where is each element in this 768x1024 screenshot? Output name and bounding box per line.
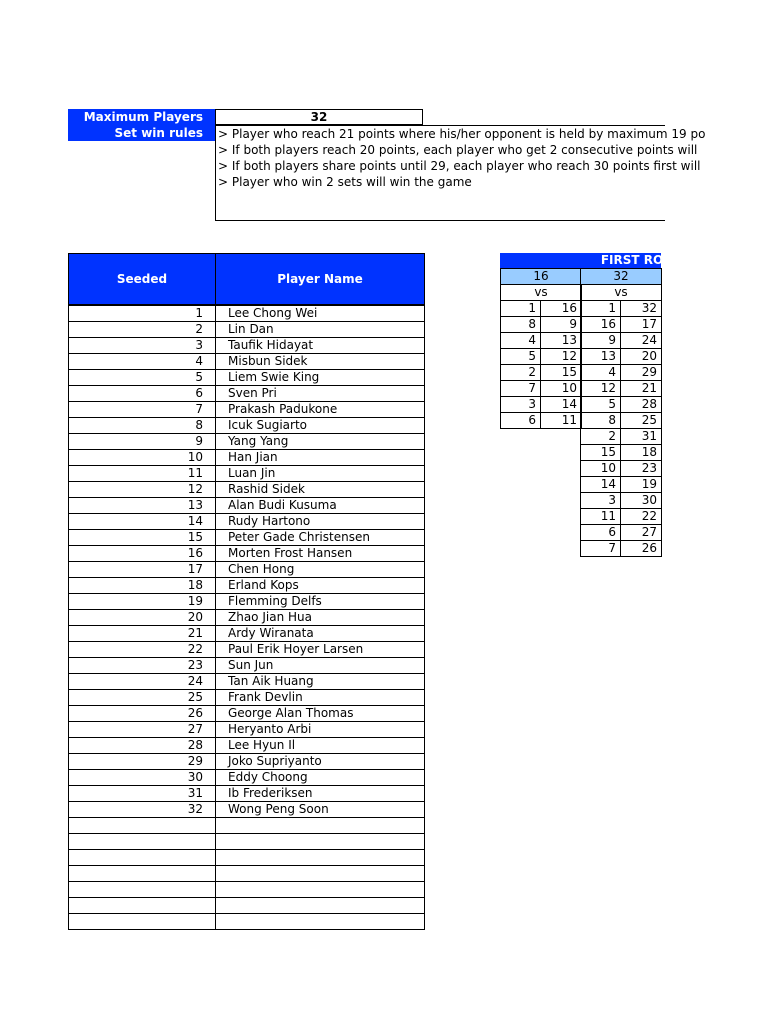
player-name-cell[interactable]: Luan Jin: [216, 466, 425, 482]
seed-cell[interactable]: 7: [69, 402, 216, 418]
table-row: [69, 450, 425, 466]
table-row: [69, 610, 425, 626]
bracket-match-row: [581, 381, 662, 397]
table-row: [69, 434, 425, 450]
bracket-match-row: [581, 301, 662, 317]
table-row: [69, 866, 425, 882]
bracket-match-row: [581, 525, 662, 541]
seed-cell[interactable]: 26: [69, 706, 216, 722]
bracket-match-row: [581, 509, 662, 525]
table-row: [69, 338, 425, 354]
player-name-header: Player Name: [216, 254, 425, 306]
bracket-match-row: [581, 445, 662, 461]
seed-cell[interactable]: 3: [69, 338, 216, 354]
seed-cell[interactable]: 14: [69, 514, 216, 530]
player-name-cell[interactable]: Morten Frost Hansen: [216, 546, 425, 562]
bracket-seed-left[interactable]: 9: [581, 333, 621, 349]
bracket-match-row: [501, 301, 582, 317]
bracket-seed-left[interactable]: 1: [581, 301, 621, 317]
bracket-seed-right[interactable]: 10: [541, 381, 582, 397]
bracket-match-row: [581, 413, 662, 429]
bracket-seed-right[interactable]: 32: [621, 301, 662, 317]
seed-cell[interactable]: 20: [69, 610, 216, 626]
bracket-32: [580, 268, 662, 557]
player-name-cell[interactable]: Lee Chong Wei: [216, 305, 425, 322]
table-row: [69, 626, 425, 642]
player-name-cell[interactable]: Yang Yang: [216, 434, 425, 450]
table-row: [69, 354, 425, 370]
vs-label: vs: [581, 285, 662, 301]
seed-cell[interactable]: 24: [69, 674, 216, 690]
seed-table-body: [69, 305, 425, 930]
bracket-seed-left[interactable]: 4: [581, 365, 621, 381]
bracket-seed-left[interactable]: 4: [501, 333, 541, 349]
seed-cell[interactable]: 32: [69, 802, 216, 818]
bracket-seed-left[interactable]: 3: [581, 493, 621, 509]
table-row: [69, 850, 425, 866]
seed-cell[interactable]: 13: [69, 498, 216, 514]
win-rules-box[interactable]: [215, 125, 706, 221]
bracket-seed-left[interactable]: 13: [581, 349, 621, 365]
bracket-seed-right[interactable]: 30: [621, 493, 662, 509]
seed-cell[interactable]: 1: [69, 305, 216, 322]
vs-label: vs: [501, 285, 582, 301]
player-name-cell[interactable]: Han Jian: [216, 450, 425, 466]
player-name-cell[interactable]: Sun Jun: [216, 658, 425, 674]
bracket-match-row: [501, 349, 582, 365]
bracket-seed-right[interactable]: 9: [541, 317, 582, 333]
table-row: [69, 530, 425, 546]
bracket-match-row: [581, 317, 662, 333]
seed-cell[interactable]: 27: [69, 722, 216, 738]
player-name-cell[interactable]: Zhao Jian Hua: [216, 610, 425, 626]
table-row: [69, 770, 425, 786]
bracket-match-row: [581, 477, 662, 493]
rule-line-3: > If both players share points until 29, each player who reach 30 points first will: [218, 159, 701, 173]
bracket-seed-left[interactable]: 15: [581, 445, 621, 461]
table-row: [69, 754, 425, 770]
bracket-match-row: [581, 333, 662, 349]
player-name-cell[interactable]: Ib Frederiksen: [216, 786, 425, 802]
seed-cell[interactable]: 15: [69, 530, 216, 546]
seed-cell[interactable]: 12: [69, 482, 216, 498]
bracket-seed-left[interactable]: 5: [501, 349, 541, 365]
bracket-match-row: [501, 381, 582, 397]
first-round-title-text: FIRST ROUN: [600, 253, 683, 267]
bracket-seed-right[interactable]: 21: [621, 381, 662, 397]
seed-cell[interactable]: [69, 882, 216, 898]
bracket-seed-right[interactable]: 27: [621, 525, 662, 541]
seed-cell[interactable]: 23: [69, 658, 216, 674]
table-row: [69, 706, 425, 722]
bracket-16: [500, 268, 582, 429]
bracket-seed-right[interactable]: 19: [621, 477, 662, 493]
first-round-title: [500, 253, 683, 268]
seed-cell[interactable]: [69, 866, 216, 882]
table-row: [69, 738, 425, 754]
player-name-cell[interactable]: Chen Hong: [216, 562, 425, 578]
player-name-cell[interactable]: Taufik Hidayat: [216, 338, 425, 354]
table-row: [69, 658, 425, 674]
seed-cell[interactable]: [69, 914, 216, 930]
table-row: [69, 466, 425, 482]
player-name-cell[interactable]: Frank Devlin: [216, 690, 425, 706]
seed-cell[interactable]: 11: [69, 466, 216, 482]
table-row: [69, 305, 425, 322]
table-row: [69, 690, 425, 706]
bracket-match-row: [501, 333, 582, 349]
max-players-label: Maximum Players: [68, 109, 215, 125]
bracket-seed-right[interactable]: 25: [621, 413, 662, 429]
bracket-seed-right[interactable]: 17: [621, 317, 662, 333]
seed-cell[interactable]: 29: [69, 754, 216, 770]
bracket-seed-right[interactable]: 24: [621, 333, 662, 349]
player-name-cell[interactable]: Liem Swie King: [216, 370, 425, 386]
player-name-cell[interactable]: [216, 834, 425, 850]
seed-cell[interactable]: [69, 898, 216, 914]
table-row: [69, 786, 425, 802]
table-row: [69, 370, 425, 386]
seed-cell[interactable]: 9: [69, 434, 216, 450]
bracket-seed-left[interactable]: 1: [501, 301, 541, 317]
bracket-seed-right[interactable]: 15: [541, 365, 582, 381]
seed-cell[interactable]: 19: [69, 594, 216, 610]
table-row: [69, 386, 425, 402]
bracket-seed-right[interactable]: 28: [621, 397, 662, 413]
table-row: [69, 802, 425, 818]
bracket-seed-left[interactable]: 14: [581, 477, 621, 493]
bracket-match-row: [581, 461, 662, 477]
table-row: [69, 722, 425, 738]
table-row: [69, 418, 425, 434]
bracket-seed-left[interactable]: 6: [501, 413, 541, 429]
player-name-cell[interactable]: [216, 882, 425, 898]
bracket-match-row: [581, 349, 662, 365]
player-name-cell[interactable]: Eddy Choong: [216, 770, 425, 786]
table-row: [69, 674, 425, 690]
player-name-cell[interactable]: Rashid Sidek: [216, 482, 425, 498]
bracket-seed-right[interactable]: 18: [621, 445, 662, 461]
player-name-cell[interactable]: [216, 898, 425, 914]
table-row: [69, 594, 425, 610]
player-name-cell[interactable]: [216, 866, 425, 882]
win-rules-label: Set win rules: [68, 125, 215, 141]
table-row: [69, 482, 425, 498]
player-name-cell[interactable]: [216, 914, 425, 930]
player-name-cell[interactable]: [216, 850, 425, 866]
table-row: [69, 498, 425, 514]
seed-cell[interactable]: 10: [69, 450, 216, 466]
player-name-cell[interactable]: Erland Kops: [216, 578, 425, 594]
seed-cell[interactable]: 18: [69, 578, 216, 594]
bracket-seed-right[interactable]: 29: [621, 365, 662, 381]
player-name-cell[interactable]: [216, 818, 425, 834]
bracket-seed-right[interactable]: 16: [541, 301, 582, 317]
bracket-seed-right[interactable]: 13: [541, 333, 582, 349]
draw-size-16: 16: [501, 269, 582, 285]
bracket-seed-left[interactable]: 6: [581, 525, 621, 541]
player-name-cell[interactable]: Sven Pri: [216, 386, 425, 402]
bracket-seed-left[interactable]: 2: [501, 365, 541, 381]
bracket-seed-left[interactable]: 2: [581, 429, 621, 445]
bracket-seed-left[interactable]: 7: [581, 541, 621, 557]
bracket-seed-right[interactable]: 14: [541, 397, 582, 413]
table-row: [69, 818, 425, 834]
player-name-cell[interactable]: Lee Hyun Il: [216, 738, 425, 754]
bracket-match-row: [581, 365, 662, 381]
table-row: [69, 834, 425, 850]
bracket-seed-right[interactable]: 11: [541, 413, 582, 429]
bracket-match-row: [581, 493, 662, 509]
bracket-seed-right[interactable]: 26: [621, 541, 662, 557]
bracket-seed-right[interactable]: 20: [621, 349, 662, 365]
bracket-match-row: [581, 541, 662, 557]
player-name-cell[interactable]: Lin Dan: [216, 322, 425, 338]
rule-line-1: > Player who reach 21 points where his/her opponent is held by maximum 19 po: [218, 127, 706, 141]
seed-cell[interactable]: 17: [69, 562, 216, 578]
draw-size-32: 32: [581, 269, 662, 285]
bracket-match-row: [501, 365, 582, 381]
bracket-seed-right[interactable]: 12: [541, 349, 582, 365]
bracket-match-row: [581, 397, 662, 413]
seed-cell[interactable]: 16: [69, 546, 216, 562]
bracket-seed-right[interactable]: 31: [621, 429, 662, 445]
seed-cell[interactable]: 4: [69, 354, 216, 370]
bracket-seed-left[interactable]: 11: [581, 509, 621, 525]
table-row: [69, 898, 425, 914]
player-name-cell[interactable]: Icuk Sugiarto: [216, 418, 425, 434]
seed-cell[interactable]: 28: [69, 738, 216, 754]
seed-cell[interactable]: 5: [69, 370, 216, 386]
player-name-cell[interactable]: Joko Supriyanto: [216, 754, 425, 770]
player-name-cell[interactable]: Misbun Sidek: [216, 354, 425, 370]
bracket-match-row: [501, 397, 582, 413]
seed-cell[interactable]: 25: [69, 690, 216, 706]
table-row: [69, 546, 425, 562]
player-name-cell[interactable]: Alan Budi Kusuma: [216, 498, 425, 514]
max-players-value[interactable]: 32: [215, 109, 423, 125]
bracket-seed-left[interactable]: 3: [501, 397, 541, 413]
player-name-cell[interactable]: Paul Erik Hoyer Larsen: [216, 642, 425, 658]
bracket-seed-left[interactable]: 12: [581, 381, 621, 397]
player-name-cell[interactable]: Tan Aik Huang: [216, 674, 425, 690]
seed-cell[interactable]: 21: [69, 626, 216, 642]
rule-line-2: > If both players reach 20 points, each player who get 2 consecutive points will: [218, 143, 698, 157]
bracket-seed-right[interactable]: 22: [621, 509, 662, 525]
table-row: [69, 322, 425, 338]
seed-cell[interactable]: 6: [69, 386, 216, 402]
table-row: [69, 642, 425, 658]
bracket-seed-left[interactable]: 7: [501, 381, 541, 397]
seed-cell[interactable]: [69, 834, 216, 850]
table-row: [69, 914, 425, 930]
table-row: [69, 402, 425, 418]
player-name-cell[interactable]: Flemming Delfs: [216, 594, 425, 610]
seed-cell[interactable]: [69, 850, 216, 866]
seed-cell[interactable]: [69, 818, 216, 834]
bracket-match-row: [501, 413, 582, 429]
seeded-header: Seeded: [69, 254, 216, 306]
player-name-cell[interactable]: Heryanto Arbi: [216, 722, 425, 738]
table-row: [69, 514, 425, 530]
bracket-match-row: [581, 429, 662, 445]
table-row: [69, 562, 425, 578]
rule-line-4: > Player who win 2 sets will win the game: [218, 175, 472, 189]
bracket-seed-left[interactable]: 10: [581, 461, 621, 477]
bracket-seed-left[interactable]: 8: [581, 413, 621, 429]
seed-table: [68, 253, 425, 930]
player-name-cell[interactable]: Ardy Wiranata: [216, 626, 425, 642]
bracket-match-row: [501, 317, 582, 333]
player-name-cell[interactable]: Rudy Hartono: [216, 514, 425, 530]
bracket-seed-left[interactable]: 5: [581, 397, 621, 413]
seed-cell[interactable]: 30: [69, 770, 216, 786]
seed-cell[interactable]: 8: [69, 418, 216, 434]
table-row: [69, 882, 425, 898]
bracket-seed-left[interactable]: 8: [501, 317, 541, 333]
bracket-seed-right[interactable]: 23: [621, 461, 662, 477]
seed-cell[interactable]: 2: [69, 322, 216, 338]
player-name-cell[interactable]: Prakash Padukone: [216, 402, 425, 418]
bracket-seed-left[interactable]: 16: [581, 317, 621, 333]
seed-cell[interactable]: 22: [69, 642, 216, 658]
player-name-cell[interactable]: Wong Peng Soon: [216, 802, 425, 818]
table-row: [69, 578, 425, 594]
player-name-cell[interactable]: George Alan Thomas: [216, 706, 425, 722]
player-name-cell[interactable]: Peter Gade Christensen: [216, 530, 425, 546]
seed-cell[interactable]: 31: [69, 786, 216, 802]
